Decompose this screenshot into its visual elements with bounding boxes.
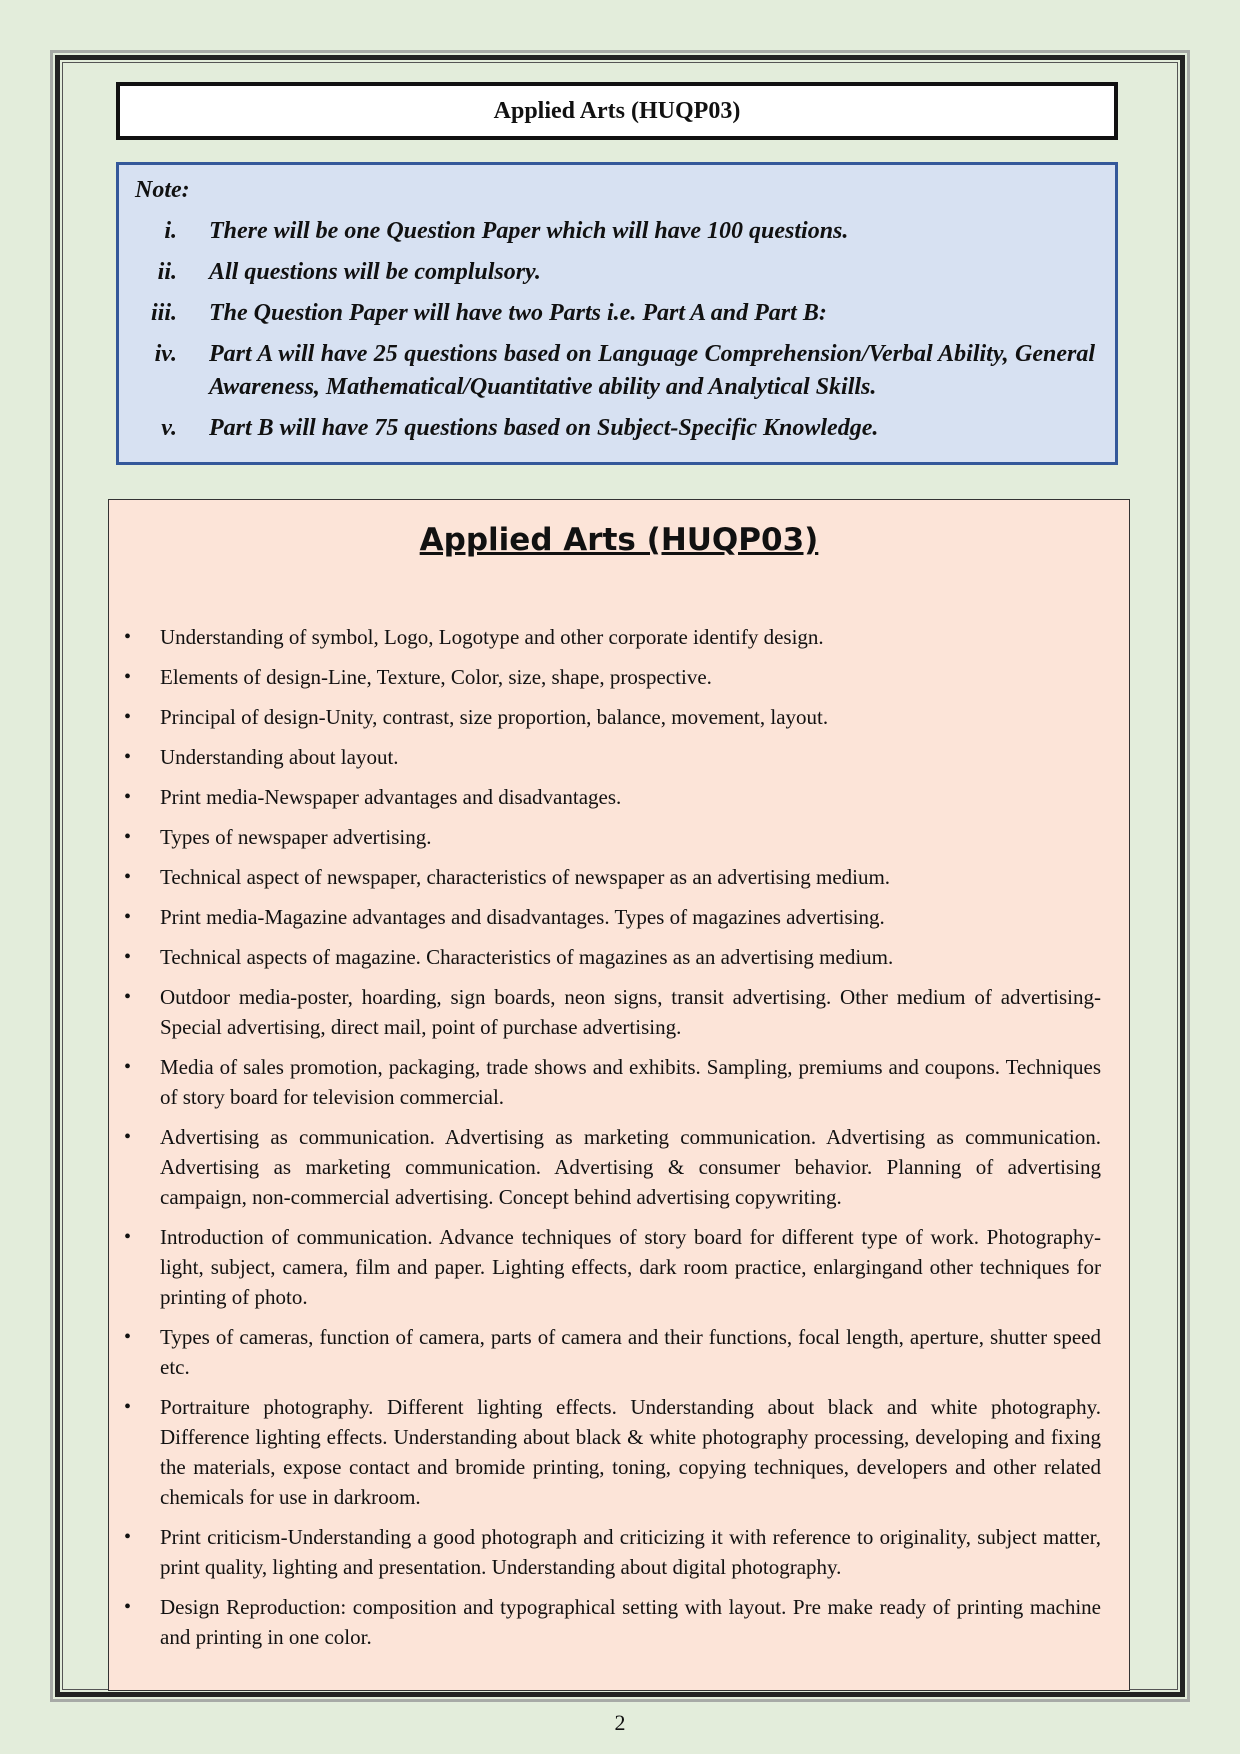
- note-item: [135, 256, 1095, 289]
- topic-text: Technical aspect of newspaper, characteristics of newspaper as an advertising medium.: [160, 865, 891, 889]
- syllabus-title: Applied Arts (HUQP03): [419, 522, 819, 558]
- note-item: [135, 338, 1095, 404]
- page-number: 2: [614, 1710, 626, 1735]
- topic-text: Portraiture photography. Different lighting effects. Understanding about black and white photography. Difference lighting effects. Understanding about black & white photography processing, developing and fixing the materials, expose contact and bromide printing, toning, copying techniques, developers and other related chemicals for use in darkroom.: [160, 1395, 1101, 1509]
- topic-text: Print media-Magazine advantages and disadvantages. Types of magazines advertising.: [160, 905, 885, 929]
- list-item: [109, 862, 1129, 892]
- note-box: [116, 162, 1118, 465]
- list-item: [109, 702, 1129, 732]
- bullet-icon: •: [124, 946, 132, 968]
- topic-text: Technical aspects of magazine. Characteristics of magazines as an advertising medium.: [160, 945, 894, 969]
- list-item: [109, 982, 1129, 1042]
- topic-text: Introduction of communication. Advance techniques of story board for different type of work. Photography-light, subject, camera, film and paper. Lighting effects, dark room practice, enlargingand other techniques for printing of photo.: [160, 1225, 1101, 1309]
- header-title-box: [116, 82, 1118, 140]
- list-item: [109, 1592, 1129, 1652]
- list-item: [109, 1322, 1129, 1382]
- bullet-icon: •: [124, 906, 132, 928]
- topic-text: Understanding of symbol, Logo, Logotype and other corporate identify design.: [160, 625, 824, 649]
- note-item-number: iii.: [150, 300, 177, 326]
- note-item: [135, 215, 1095, 248]
- bullet-icon: •: [124, 1526, 132, 1548]
- list-item: [109, 782, 1129, 812]
- topic-text: Elements of design-Line, Texture, Color, size, shape, prospective.: [160, 665, 712, 689]
- bullet-icon: •: [124, 706, 132, 728]
- list-item: [109, 822, 1129, 852]
- bullet-icon: •: [124, 1596, 132, 1618]
- note-item-text: Part B will have 75 questions based on Subject-Specific Knowledge.: [209, 415, 879, 441]
- bullet-icon: •: [124, 1396, 132, 1418]
- topic-text: Media of sales promotion, packaging, trade shows and exhibits. Sampling, premiums and coupons. Techniques of story board for television commercial.: [160, 1055, 1101, 1109]
- note-item-text: All questions will be complulsory.: [209, 259, 541, 285]
- topic-text: Types of newspaper advertising.: [160, 825, 432, 849]
- topic-text: Advertising as communication. Advertising as marketing communication. Advertising as communication. Advertising as marketing communication. Advertising & consumer behavior. Planning of advertising campaign, non-commercial advertising. Concept behind advertising copywriting.: [160, 1125, 1101, 1209]
- topic-text: Principal of design-Unity, contrast, size proportion, balance, movement, layout.: [160, 705, 829, 729]
- bullet-icon: •: [124, 1056, 132, 1078]
- topic-text: Understanding about layout.: [160, 745, 399, 769]
- topic-text: Types of cameras, function of camera, parts of camera and their functions, focal length, aperture, shutter speed etc.: [160, 1325, 1101, 1379]
- bullet-icon: •: [124, 746, 132, 768]
- list-item: [109, 1052, 1129, 1112]
- list-item: [109, 1392, 1129, 1512]
- bullet-icon: •: [124, 986, 132, 1008]
- bullet-icon: •: [124, 1126, 132, 1148]
- note-item-text: There will be one Question Paper which will have 100 questions.: [209, 218, 849, 244]
- list-item: [109, 1522, 1129, 1582]
- list-item: [109, 622, 1129, 652]
- note-item: [135, 297, 1095, 330]
- list-item: [109, 902, 1129, 932]
- list-item: [109, 1222, 1129, 1312]
- note-item-text: Part A will have 25 questions based on Language Comprehension/Verbal Ability, General Awareness, Mathematical/Quantitative ability and Analytical Skills.: [209, 341, 1095, 400]
- topic-text: Design Reproduction: composition and typographical setting with layout. Pre make ready of printing machine and printing in one color.: [160, 1595, 1101, 1649]
- list-item: [109, 942, 1129, 972]
- bullet-icon: •: [124, 786, 132, 808]
- header-title: Applied Arts (HUQP03): [493, 97, 741, 124]
- bullet-icon: •: [124, 626, 132, 648]
- bullet-icon: •: [124, 866, 132, 888]
- topic-text: Print criticism-Understanding a good photograph and criticizing it with reference to originality, subject matter, print quality, lighting and presentation. Understanding about digital photography.: [160, 1525, 1101, 1579]
- bullet-icon: •: [124, 826, 132, 848]
- bullet-icon: •: [124, 666, 132, 688]
- note-label: Note:: [135, 177, 190, 203]
- note-list: [135, 215, 1095, 445]
- topic-text: Print media-Newspaper advantages and disadvantages.: [160, 785, 622, 809]
- bullet-icon: •: [124, 1326, 132, 1348]
- note-item-number: ii.: [157, 259, 177, 285]
- bullet-icon: •: [124, 1226, 132, 1248]
- note-item-number: iv.: [154, 341, 177, 367]
- list-item: [109, 742, 1129, 772]
- list-item: [109, 1122, 1129, 1212]
- note-item-number: i.: [164, 218, 177, 244]
- topic-list: [109, 622, 1129, 1662]
- note-item-text: The Question Paper will have two Parts i.e. Part A and Part B:: [209, 300, 827, 326]
- note-item: [135, 412, 1095, 445]
- note-item-number: v.: [161, 415, 177, 441]
- list-item: [109, 662, 1129, 692]
- topic-text: Outdoor media-poster, hoarding, sign boards, neon signs, transit advertising. Other medium of advertising-Special advertising, direct mail, point of purchase advertising.: [160, 985, 1101, 1039]
- syllabus-box: [108, 499, 1130, 1691]
